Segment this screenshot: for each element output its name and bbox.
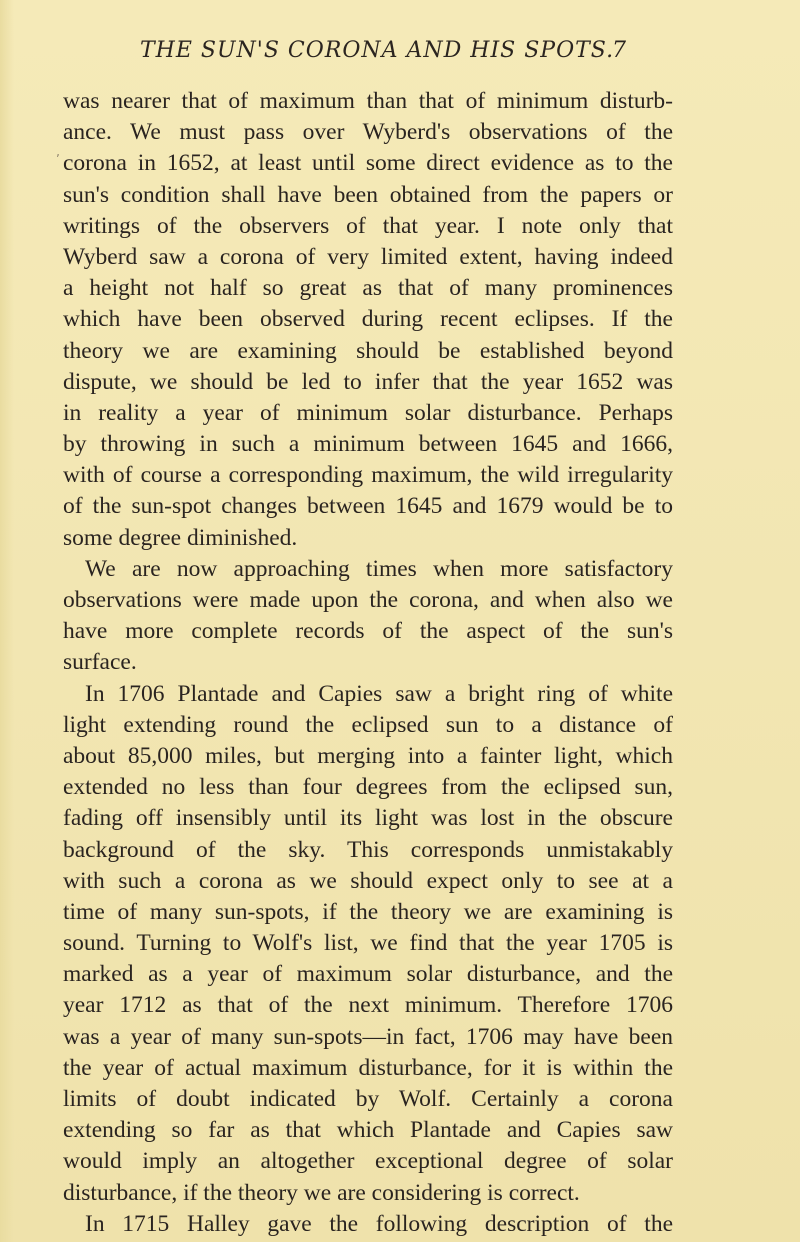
text-line: some degree diminished.	[63, 524, 298, 551]
text-line: was nearer that of maximum than that of minimum disturb-	[63, 88, 673, 114]
text-line: sun's condition shall have been obtained from the papers or	[63, 181, 673, 208]
body-text	[63, 86, 673, 1240]
page-number: 7	[612, 38, 626, 63]
text-line: corona in 1652, at least until some direct evidence as to the	[63, 150, 673, 177]
text-line: theory we are examining should be established beyond	[63, 337, 673, 364]
text-line: by throwing in such a minimum between 1645 and 1666,	[63, 431, 673, 458]
running-title: THE SUN'S CORONA AND HIS SPOTS.	[140, 38, 615, 63]
text-line: marked as a year of maximum solar disturbance, and the	[63, 961, 673, 988]
text-line: limits of doubt indicated by Wolf. Certainly a corona	[63, 1086, 673, 1112]
text-line: of the sun-spot changes between 1645 and 1679 would be to	[63, 493, 673, 520]
text-line: a height not half so great as that of many prominences	[63, 275, 673, 302]
text-line: time of many sun-spots, if the theory we are examining is	[63, 898, 673, 925]
text-line: Wyberd saw a corona of very limited extent, having indeed	[63, 243, 673, 270]
text-line: We are now approaching times when more satisfactory	[85, 555, 673, 582]
text-line: disturbance, if the theory we are considering is correct.	[63, 1179, 580, 1206]
text-line: light extending round the eclipsed sun to a distance of	[63, 711, 673, 738]
text-line: which have been observed during recent eclipses. If the	[63, 306, 673, 333]
text-line: year 1712 as that of the next minimum. Therefore 1706	[63, 992, 673, 1019]
page-shadow-edge	[0, 0, 14, 1242]
text-line: about 85,000 miles, but merging into a fainter light, which	[63, 742, 673, 769]
text-line: extending so far as that which Plantade and Capies saw	[63, 1117, 673, 1144]
text-line: the year of actual maximum disturbance, for it is within the	[63, 1054, 673, 1081]
text-line: writings of the observers of that year. I note only that	[63, 212, 673, 239]
text-line: with such a corona as we should expect only to see at a	[63, 867, 673, 894]
text-line: surface.	[63, 649, 137, 676]
text-line: background of the sky. This corresponds unmistakably	[63, 836, 673, 863]
text-line: was a year of many sun-spots—in fact, 1706 may have been	[63, 1023, 673, 1050]
text-line: In 1706 Plantade and Capies saw a bright ring of white	[85, 680, 673, 707]
text-line: sound. Turning to Wolf's list, we find that the year 1705 is	[63, 930, 673, 957]
text-line: extended no less than four degrees from the eclipsed sun,	[63, 774, 673, 801]
text-line: in reality a year of minimum solar disturbance. Perhaps	[63, 399, 673, 426]
margin-mark: ʼ	[56, 152, 60, 166]
text-line: observations were made upon the corona, and when also we	[63, 587, 673, 613]
text-line: fading off insensibly until its light was lost in the obscure	[63, 805, 673, 832]
text-line: In 1715 Halley gave the following description of the	[85, 1210, 673, 1237]
text-line: dispute, we should be led to infer that the year 1652 was	[63, 368, 673, 395]
text-line: with of course a corresponding maximum, the wild irregularity	[63, 462, 673, 489]
text-line: have more complete records of the aspect of the sun's	[63, 618, 673, 645]
text-line: would imply an altogether exceptional degree of solar	[63, 1148, 673, 1175]
text-line: ance. We must pass over Wyberd's observations of the	[63, 119, 673, 146]
